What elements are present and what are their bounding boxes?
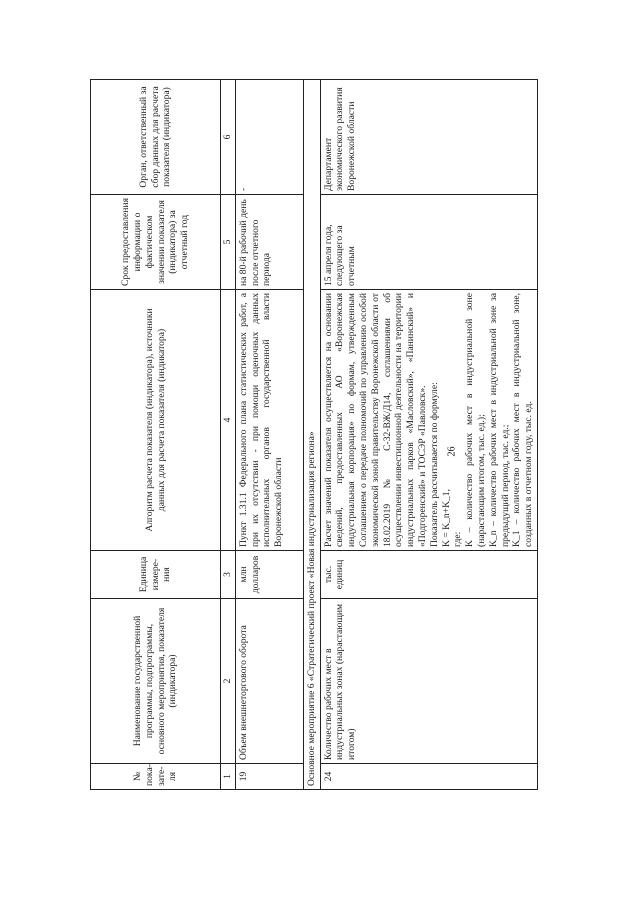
- indicator-deadline: 15 апреля года, следующего за отчетным: [320, 195, 537, 290]
- header-unit: Единица измере-ния: [91, 551, 221, 599]
- indicator-unit: млн долларов: [235, 551, 303, 599]
- section-title: Основное мероприятие 6 «Стратегический проект «Новая индустриализация региона»: [303, 80, 320, 790]
- section-row: [303, 80, 320, 790]
- col-number: 5: [221, 195, 236, 290]
- formula-term: K – количество рабочих мест в индустриальной зоне (нарастающим итогом, тыс. ед.);: [464, 293, 487, 547]
- row-number: 19: [235, 764, 303, 790]
- col-number: 6: [221, 80, 236, 195]
- indicator-agency: Департамент экономического развития Воронежской области: [320, 80, 537, 195]
- algorithm-text: Показатель рассчитывается по формуле:: [428, 382, 440, 547]
- indicator-algorithm: [320, 290, 537, 551]
- indicator-name: Объем внешнеторгового оборота: [235, 599, 303, 764]
- algorithm-text: где:: [452, 531, 464, 547]
- header-num: № пока-зате-ля: [91, 764, 221, 790]
- header-algorithm: Алгоритм расчета показателя (индикатора), источники данных для расчета показателя (индикатора): [91, 290, 221, 551]
- column-number-row: [221, 80, 236, 790]
- header-agency: Орган, ответственный за сбор данных для расчета показателя (индикатора): [91, 80, 221, 195]
- indicator-table: [90, 79, 538, 790]
- header-deadline: Срок предоставления информации о фактическом значении показателя (индикатора) за отчетный год: [91, 195, 221, 290]
- formula-term: K_n – количество рабочих мест в индустриальной зоне за предыдущий период, тыс. ед.;: [487, 293, 511, 547]
- table-row: [235, 80, 303, 790]
- rotated-table-page: [90, 80, 610, 790]
- formula-term: K_1 – количество рабочих мест в индустриальной зоне, созданных в отчетном году, тыс. ед.: [511, 293, 535, 547]
- col-number: 4: [221, 290, 236, 551]
- formula: K = K_n+K_1,: [440, 489, 452, 547]
- algorithm-text: Расчет значений показателя осуществляется на основании сведений, предоставленных АО «Воронежская индустриальная корпорация» по формам, утвержденным Соглашением о передаче полномочий по управлению особой экономической зоной правительству Воронежской области от 18.02.2019 № С-32-ВЖ/Д14, соглашениями об осуществлении инвестиционной деятельности на территории индустриальных парков «Масловский», «Панинский» и «Подгоренский» и ТОСЭР «Павловск».: [322, 293, 428, 547]
- table-row: [320, 80, 537, 790]
- indicator-name: Количество рабочих мест в индустриальных зонах (нарастающим итогом): [320, 599, 537, 764]
- col-number: 1: [221, 764, 236, 790]
- col-number: 3: [221, 551, 236, 599]
- indicator-algorithm: Пункт 1.31.1 Федерального плана статистических работ, а при их отсутствии - при помощи оценочных данных исполнительных органов государственной власти Воронежской области: [235, 290, 303, 551]
- header-name: Наименование государственной программы, подпрограммы, основного мероприятия, показателя (индикатора): [91, 599, 221, 764]
- page-number: 26: [446, 446, 458, 457]
- row-number: 24: [320, 764, 537, 790]
- indicator-deadline: на 80-й рабочий день после отчетного периода: [235, 195, 303, 290]
- indicator-agency: -: [235, 80, 303, 195]
- col-number: 2: [221, 599, 236, 764]
- header-row: [91, 80, 221, 790]
- indicator-unit: тыс. единиц: [320, 551, 537, 599]
